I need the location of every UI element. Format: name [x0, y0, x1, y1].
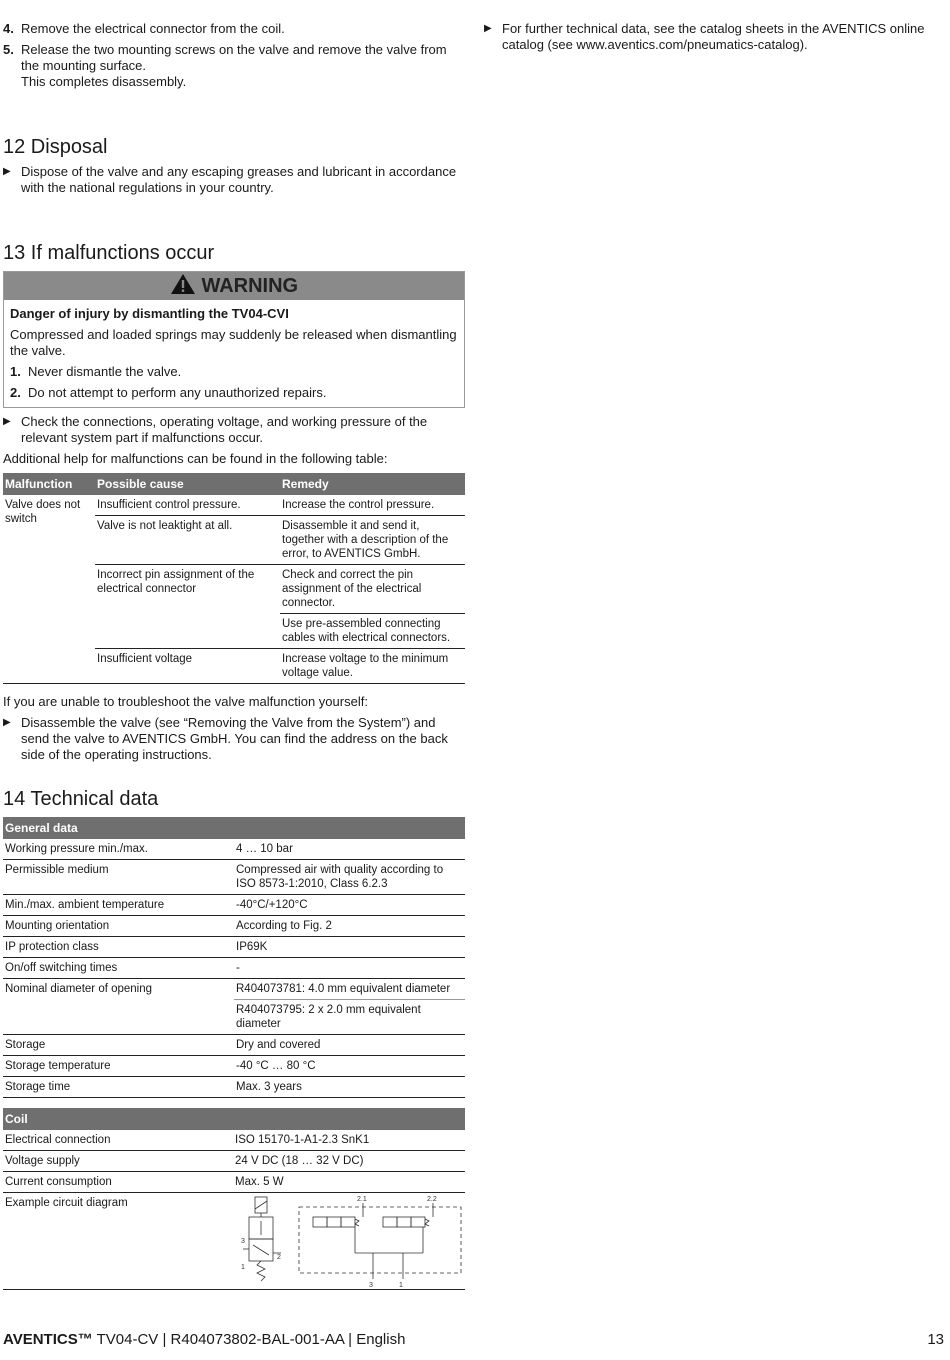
malfunctions-section: 13 If malfunctions occur WARNING Danger of injury by dismantling the TV04-CVI Compressed and loaded springs may suddenly be released when dismantling the valve. 1. Never dismantle the valve. 2. Do not attempt to perform any unauthorized repairs. ▶ Check the connections, operating voltage, and working pressure of the relevant system part if malfunctions occur. Additional help for malfunctions can be found in the following table: Malfunction Possible cause Remedy Valve does not switch Insufficient control pressure. Increase the control pressure. Valve is not leaktight at all. Disassemble it and send it, together with a description of the error, to AVENTICS GmbH. Incorrect pin assignment of the electrical connector Check and correct the pin assignment of the electrical connector. Use pre-assembled connecting cables with electrical connectors. Insufficient voltage Increase voltage to the minimum voltage value. If you are unable to troubleshoot the valve malfunction yourself: ▶ Disassemble the valve (see “Removing the Valve from the System”) and send the valve to AVENTICS GmbH. You can find the address on the back side of the operating instructions.: [3, 241, 465, 763]
page-footer: [3, 1331, 944, 1349]
table-header-cell: General data: [3, 817, 465, 839]
page-number: 13: [927, 1331, 944, 1348]
table-cell: R404073781: 4.0 mm equivalent diameter: [234, 979, 465, 1000]
port-1-bottom-label: 1: [399, 1282, 403, 1289]
table-row: [3, 1056, 465, 1077]
table-row: [3, 979, 465, 1000]
table-cell: R404073795: 2 x 2.0 mm equivalent diameter: [234, 1000, 465, 1035]
table-cell: 24 V DC (18 … 32 V DC): [235, 1155, 364, 1167]
table-cell: IP69K: [236, 941, 268, 953]
port-2-label: 2: [277, 1254, 281, 1261]
table-row: [3, 1193, 465, 1290]
table-row: [3, 1172, 465, 1193]
table-cell: Insufficient voltage: [95, 649, 280, 684]
table-row: [3, 916, 465, 937]
table-row: [3, 1151, 465, 1172]
table-cell: Nominal diameter of opening: [3, 979, 234, 1035]
table-cell: [233, 1193, 465, 1290]
disposal-section: 12 Disposal ▶ Dispose of the valve and any escaping greases and lubricant in accordance with the national regulations in your country.: [3, 135, 465, 196]
table-cell: Insufficient control pressure.: [95, 495, 280, 516]
table-header-cell: Possible cause: [95, 473, 280, 495]
table-cell: Min./max. ambient temperature: [5, 899, 165, 911]
table-row: [3, 895, 465, 916]
table-cell: Dry and covered: [236, 1039, 321, 1051]
unable-text: If you are unable to troubleshoot the valve malfunction yourself:: [3, 694, 368, 709]
table-cell: Compressed air with quality according to ISO 8573-1:2010, Class 6.2.3: [236, 864, 444, 890]
table-cell: 4 … 10 bar: [236, 843, 293, 855]
step-5: 5. Release the two mounting screws on the valve and remove the valve from the mounting surface.: [3, 42, 447, 73]
bullet-icon: ▶: [3, 166, 11, 177]
table-cell: Valve is not leaktight at all.: [95, 516, 280, 565]
malfunction-table: [3, 473, 465, 684]
section-heading: 13 If malfunctions occur: [3, 242, 215, 264]
warning-item: 1. Never dismantle the valve.: [10, 364, 182, 379]
table-cell: Mounting orientation: [5, 920, 110, 932]
disassembly-result: This completes disassembly.: [21, 74, 187, 89]
warning-text: Compressed and loaded springs may suddenly be released when dismantling the valve.: [10, 327, 457, 358]
table-cell: Use pre-assembled connecting cables with electrical connectors.: [280, 614, 465, 649]
table-cell: Disassemble it and send it, together with a description of the error, to AVENTICS GmbH.: [280, 516, 465, 565]
table-cell: -40°C/+120°C: [236, 899, 308, 911]
additional-help-text: Additional help for malfunctions can be found in the following table:: [3, 451, 388, 466]
table-cell: Storage temperature: [5, 1060, 111, 1072]
port-3-bottom-label: 3: [369, 1282, 373, 1289]
table-row: [3, 958, 465, 979]
table-cell: Voltage supply: [5, 1155, 80, 1167]
table-cell: Increase the control pressure.: [280, 495, 465, 516]
table-cell: Working pressure min./max.: [5, 843, 148, 855]
table-cell: Valve does not switch: [3, 495, 95, 684]
table-row: [3, 1130, 465, 1151]
table-cell: Increase voltage to the minimum voltage value.: [280, 649, 465, 684]
port-2-1-label: 2.1: [357, 1196, 367, 1203]
table-row: [3, 860, 465, 895]
technical-section: [3, 787, 465, 1290]
warning-triangle-icon: [170, 273, 196, 295]
warning-item: 2. Do not attempt to perform any unauthorized repairs.: [10, 385, 327, 400]
table-header-cell: Remedy: [280, 473, 465, 495]
table-row: [3, 1077, 465, 1098]
table-row: [3, 839, 465, 860]
general-data-table: [3, 817, 465, 1098]
table-row: [3, 1035, 465, 1056]
table-cell: Check and correct the pin assignment of the electrical connector.: [280, 565, 465, 614]
bullet-icon: ▶: [484, 23, 492, 34]
table-header-cell: Coil: [3, 1108, 465, 1130]
warning-header: WARNING: [4, 272, 464, 300]
bullet-icon: ▶: [3, 717, 11, 728]
table-cell: Storage: [5, 1039, 46, 1051]
port-3-label: 3: [241, 1238, 245, 1245]
table-cell: Current consumption: [5, 1176, 112, 1188]
coil-table: [3, 1108, 465, 1290]
bullet-icon: ▶: [3, 416, 11, 427]
table-cell: -40 °C … 80 °C: [236, 1060, 316, 1072]
circuit-diagram: [233, 1193, 465, 1289]
table-cell: -: [236, 962, 240, 974]
table-cell: Incorrect pin assignment of the electrical connector: [95, 565, 280, 649]
table-cell: Example circuit diagram: [5, 1197, 128, 1209]
section-heading: 12 Disposal: [3, 136, 108, 158]
table-cell: According to Fig. 2: [236, 920, 332, 932]
port-2-2-label: 2.2: [427, 1196, 437, 1203]
table-cell: Storage time: [5, 1081, 71, 1093]
footer-doc-info: AVENTICS™ TV04-CV | R404073802-BAL-001-AA | English: [3, 1331, 406, 1348]
step-4: 4. Remove the electrical connector from the coil.: [3, 21, 285, 36]
port-1-label: 1: [241, 1264, 245, 1271]
table-cell: Electrical connection: [5, 1134, 111, 1146]
further-data: ▶ For further technical data, see the catalog sheets in the AVENTICS online catalog (see www.aventics.com/pneumatics-catalog).: [484, 21, 925, 52]
table-cell: Permissible medium: [5, 864, 109, 876]
disassembly-steps: [3, 21, 465, 90]
table-cell: Max. 5 W: [235, 1176, 284, 1188]
section-heading: 14 Technical data: [3, 788, 159, 810]
table-row: [3, 495, 465, 516]
table-cell: ISO 15170-1-A1-2.3 SnK1: [235, 1134, 370, 1146]
table-cell: IP protection class: [5, 941, 99, 953]
warning-title: Danger of injury by dismantling the TV04-CVI: [10, 306, 289, 321]
table-cell: On/off switching times: [5, 962, 118, 974]
table-cell: Max. 3 years: [236, 1081, 302, 1093]
table-header-cell: Malfunction: [3, 473, 95, 495]
table-row: [3, 937, 465, 958]
warning-box: [3, 271, 465, 408]
